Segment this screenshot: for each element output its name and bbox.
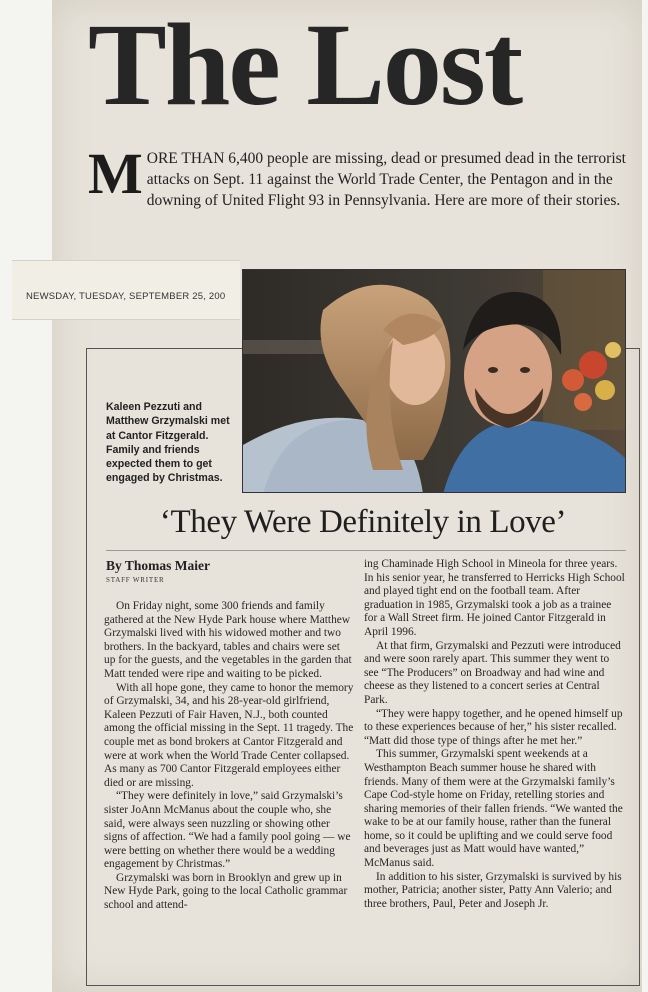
couple-photo xyxy=(242,269,626,493)
intro-paragraph xyxy=(88,141,628,211)
paragraph: “They were happy together, and he opened himself up to these experiences because of her,” his sister recalled. “Matt did those type of things after he met her.” xyxy=(364,707,623,747)
photo-caption: Kaleen Pezzuti and Matthew Grzymalski met at Cantor Fitzgerald. Family and friends expected them to get engaged by Christmas. xyxy=(106,401,230,485)
dateline-label xyxy=(12,260,240,320)
paragraph: ing Chaminade High School in Mineola for three years. In his senior year, he transferred to Herricks High School and played tight end on the football team. After graduation in 1985, Grzymalski took a job as a trainee for a Wall Street firm. He joined Cantor Fitzgerald in April 1996. xyxy=(364,558,625,638)
paragraph: Grzymalski was born in Brooklyn and grew up in New Hyde Park, going to the local Catholic grammar school and attend- xyxy=(104,871,348,912)
byline-role: STAFF WRITER xyxy=(106,576,165,584)
byline: By Thomas Maier xyxy=(106,558,210,573)
divider xyxy=(106,550,626,551)
article-column-1 xyxy=(104,600,354,913)
paragraph: With all hope gone, they came to honor the memory of Grzymalski, 34, and his 28-year-old girlfriend, Kaleen Pezzuti of Fair Haven, N.J., both counted among the official missing in the Sept. 11 tragedy. The couple met as bond brokers at Cantor Fitzgerald and were at work when the World Trade Center collapsed. As many as 700 Cantor Fitzgerald employees either died or are missing. xyxy=(104,681,354,789)
paragraph: On Friday night, some 300 friends and family gathered at the New Hyde Park house where Matthew Grzymalski lived with his widowed mother and two brothers. In the backyard, tables and chairs were set up for the guests, and the vegetables in the garden that Matt tended were ripe and waiting to be picked. xyxy=(104,600,352,680)
article-column-2 xyxy=(364,558,626,911)
paragraph: “They were definitely in love,” said Grzymalski’s sister JoAnn McManus about the couple who, she said, were always seen nuzzling or showing other signs of affection. “We had a family pool going — we were betting on whether there would be a wedding engagement by Christmas.” xyxy=(104,790,351,871)
paragraph: At that firm, Grzymalski and Pezzuti were introduced and were soon rarely apart. This summer they went to see “The Producers” on Broadway and had wine and cheese as they listened to a concert series at Central Park. xyxy=(364,639,621,706)
couple-photo-illustration xyxy=(243,270,626,493)
intro-text: ORE THAN 6,400 people are missing, dead or presumed dead in the terrorist attacks on Sept. 11 against the World Trade Center, the Pentagon and in the downing of United Flight 93 in Pennsylvania. Here are more of their stories. xyxy=(146,150,626,209)
section-headline: The Lost xyxy=(88,0,522,130)
paragraph: In addition to his sister, Grzymalski is survived by his mother, Patricia; another sister, Patty Ann Valerio; and three brothers, Paul, Peter and Joseph Jr. xyxy=(364,870,622,910)
dateline-text: NEWSDAY, TUESDAY, SEPTEMBER 25, 200 xyxy=(26,291,226,302)
paragraph: This summer, Grzymalski spent weekends at a Westhampton Beach summer house he shared with friends. Many of them were at the Grzymalski family’s Cape Cod-style home on Friday, retelling stories and sharing memories of their fallen friends. “We wanted the wake to be at our family house, rather than the funeral home, so it could be uplifting and we could serve food and beverages just as Matt would have wanted,” McManus said. xyxy=(364,748,623,870)
story-headline: ‘They Were Definitely in Love’ xyxy=(159,504,567,540)
drop-cap: M xyxy=(88,141,143,206)
